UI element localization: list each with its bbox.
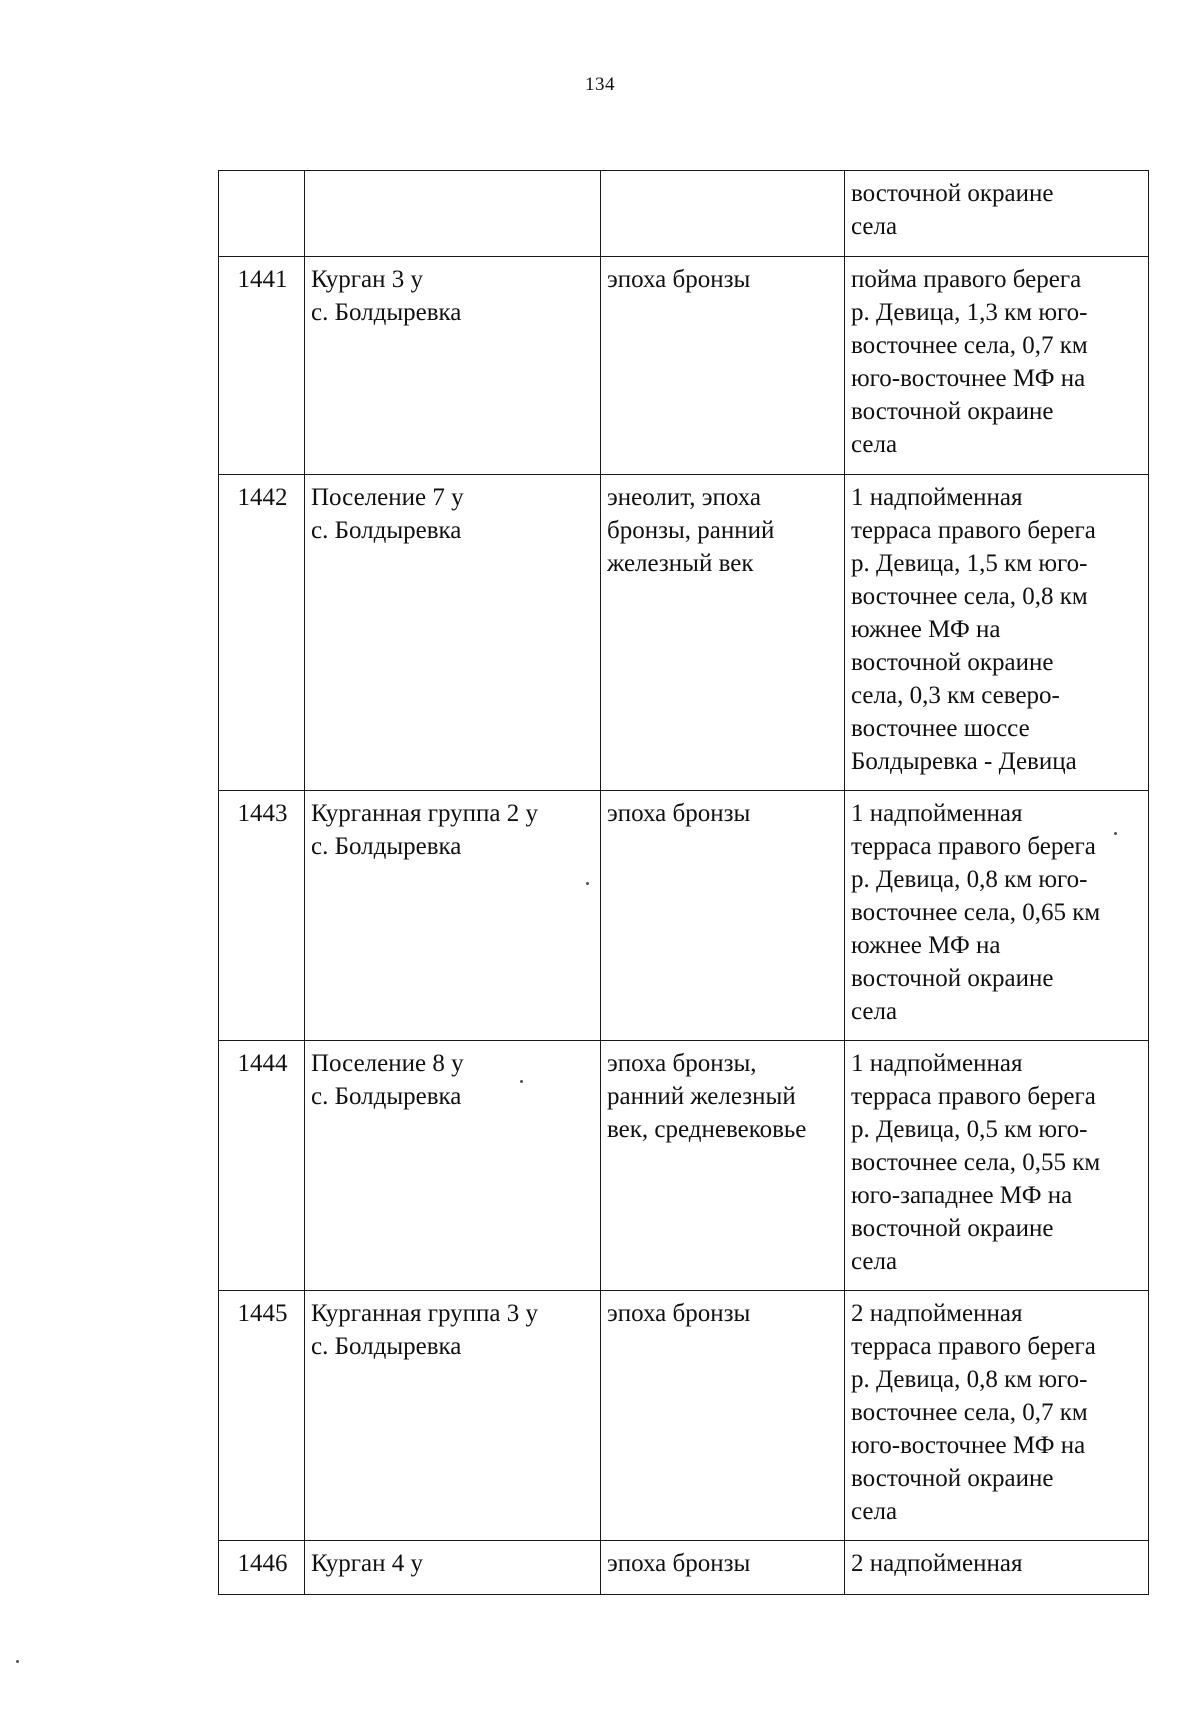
scan-speck bbox=[16, 1660, 19, 1663]
scan-speck bbox=[520, 1080, 523, 1083]
dating-cell: эпоха бронзы bbox=[601, 791, 845, 1041]
table-row bbox=[219, 1041, 1149, 1291]
table-row bbox=[219, 171, 1149, 257]
dating-cell: эпоха бронзы bbox=[601, 257, 845, 475]
location-cell: восточной окраине села bbox=[845, 171, 1149, 257]
location-cell: 2 надпойменная терраса правого берега р. Девица, 0,8 км юго- восточнее села, 0,7 км юго-восточнее МФ на восточной окраине села bbox=[845, 1291, 1149, 1541]
row-number-cell: 1445 bbox=[219, 1291, 305, 1541]
table-row bbox=[219, 475, 1149, 791]
site-name-cell: Курган 4 у bbox=[305, 1541, 601, 1595]
table-row bbox=[219, 791, 1149, 1041]
row-number-cell: 1443 bbox=[219, 791, 305, 1041]
dating-cell: энеолит, эпоха бронзы, ранний железный век bbox=[601, 475, 845, 791]
location-cell: 1 надпойменная терраса правого берега р. Девица, 0,5 км юго- восточнее села, 0,55 км юго-западнее МФ на восточной окраине села bbox=[845, 1041, 1149, 1291]
row-number-cell: 1444 bbox=[219, 1041, 305, 1291]
location-cell: 2 надпойменная bbox=[845, 1541, 1149, 1595]
dating-cell: эпоха бронзы bbox=[601, 1291, 845, 1541]
dating-cell: эпоха бронзы bbox=[601, 1541, 845, 1595]
scan-speck bbox=[586, 882, 589, 885]
dating-cell: эпоха бронзы, ранний железный век, средневековье bbox=[601, 1041, 845, 1291]
site-name-cell: Курганная группа 2 у с. Болдыревка bbox=[305, 791, 601, 1041]
table-row bbox=[219, 1291, 1149, 1541]
row-number-cell: 1446 bbox=[219, 1541, 305, 1595]
location-cell: 1 надпойменная терраса правого берега р. Девица, 1,5 км юго- восточнее села, 0,8 км южнее МФ на восточной окраине села, 0,3 км северо- восточнее шоссе Болдыревка - Девица bbox=[845, 475, 1149, 791]
site-name-cell: Курган 3 у с. Болдыревка bbox=[305, 257, 601, 475]
location-cell: пойма правого берега р. Девица, 1,3 км юго- восточнее села, 0,7 км юго-восточнее МФ на восточной окраине села bbox=[845, 257, 1149, 475]
row-number-cell bbox=[219, 171, 305, 257]
site-name-cell bbox=[305, 171, 601, 257]
site-name-cell: Поселение 8 у с. Болдыревка bbox=[305, 1041, 601, 1291]
table-row bbox=[219, 1541, 1149, 1595]
scan-speck bbox=[1114, 832, 1117, 835]
location-cell: 1 надпойменная терраса правого берега р. Девица, 0,8 км юго- восточнее села, 0,65 км южнее МФ на восточной окраине села bbox=[845, 791, 1149, 1041]
row-number-cell: 1442 bbox=[219, 475, 305, 791]
site-name-cell: Поселение 7 у с. Болдыревка bbox=[305, 475, 601, 791]
page-number: 134 bbox=[585, 74, 615, 95]
dating-cell bbox=[601, 171, 845, 257]
heritage-registry-table bbox=[218, 170, 1149, 1595]
row-number-cell: 1441 bbox=[219, 257, 305, 475]
site-name-cell: Курганная группа 3 у с. Болдыревка bbox=[305, 1291, 601, 1541]
table-row bbox=[219, 257, 1149, 475]
